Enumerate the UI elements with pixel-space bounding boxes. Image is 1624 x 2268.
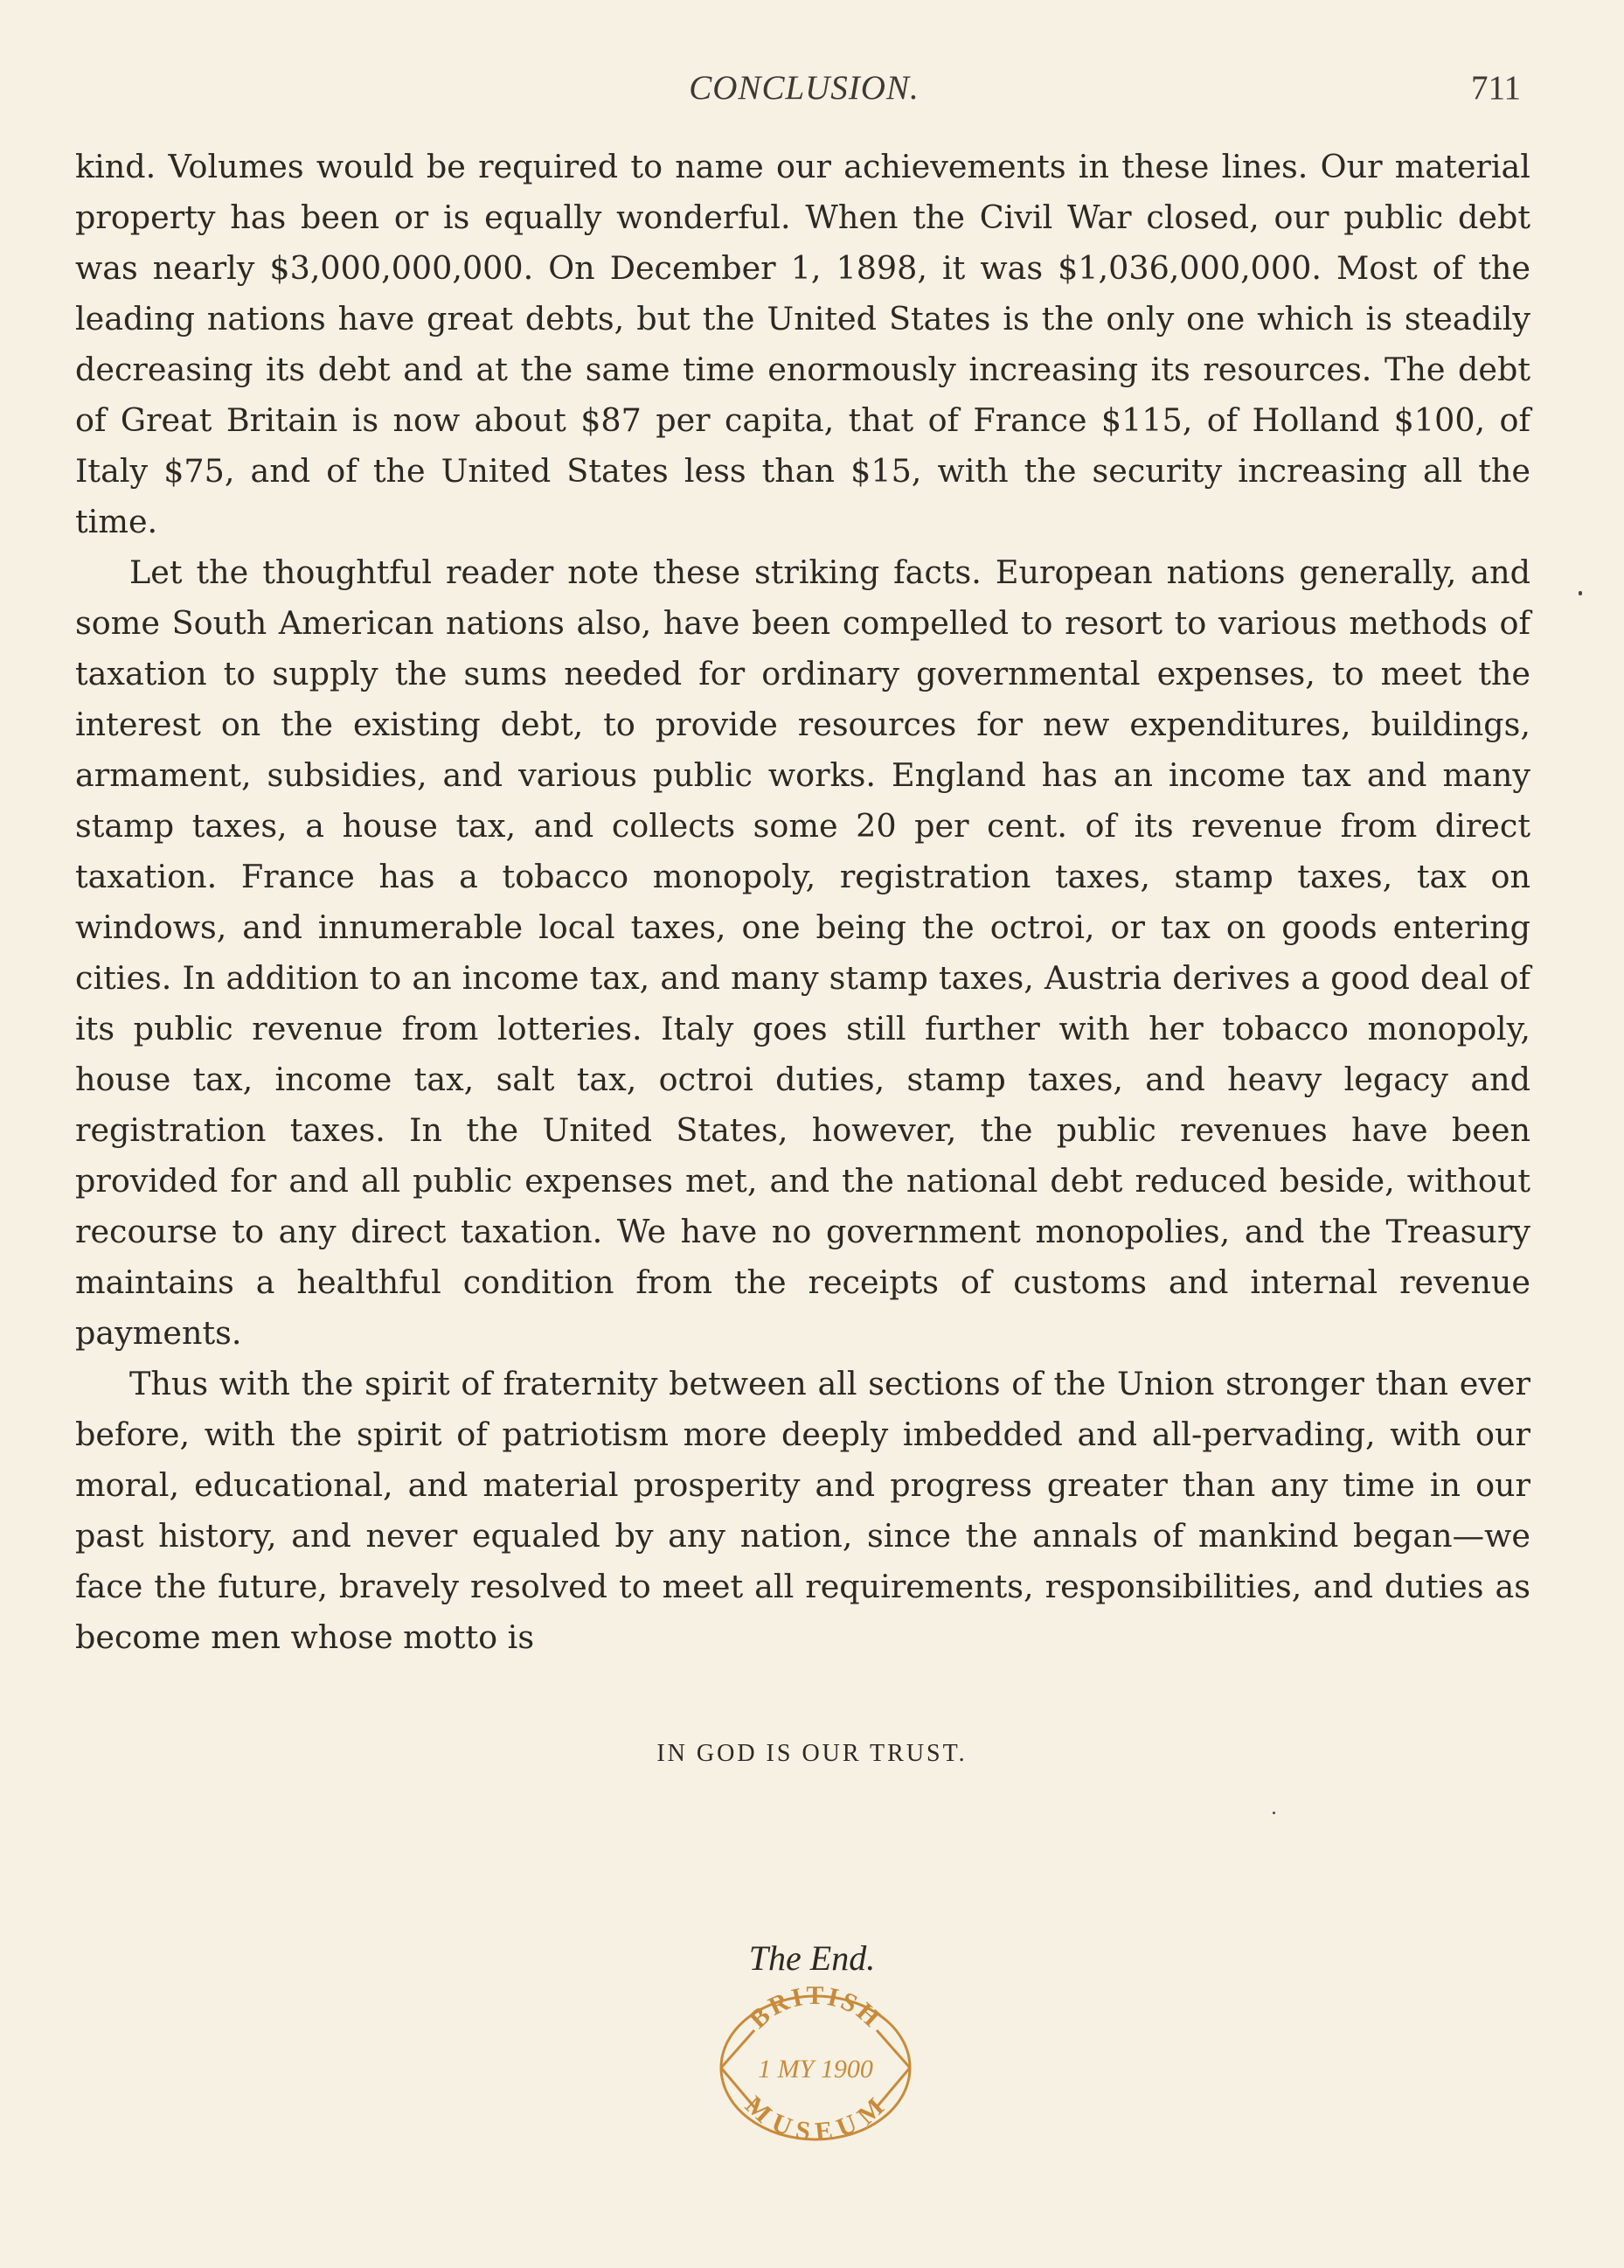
- body-text: [75, 142, 1530, 1663]
- the-end: The End.: [748, 1938, 876, 1978]
- page-number: 711: [1470, 69, 1521, 107]
- british-museum-stamp: [712, 1985, 918, 2142]
- stray-ink-mark: [1273, 1812, 1275, 1814]
- stamp-top-text: [744, 1985, 888, 2034]
- stamp-corner-line: [721, 2030, 754, 2068]
- stamp-top-text-path: BRITISH: [743, 1985, 888, 2035]
- stamp-bottom-text: [739, 2091, 892, 2142]
- stamp-date: 1 MY 1900: [758, 2055, 873, 2084]
- running-title: CONCLUSION.: [689, 69, 920, 107]
- paragraph-3: Thus with the spirit of fraternity between all sections of the Union stronger than ever before, with the spirit of patriotism more deeply imbedded and all-pervading, with our moral, educational, and material prosperity and progress greater than any time in our past history, and never equaled by any nation, since the annals of mankind began—we face the future, bravely resolved to meet all requirements, responsibilities, and duties as become men whose motto is: [75, 1365, 1530, 1656]
- stray-ink-mark: [1579, 591, 1582, 595]
- paragraph-1: kind. Volumes would be required to name our achievements in these lines. Our material property has been or is equally wonderful. When the Civil War closed, our public debt was nearly $3,000,000,000. On December 1, 1898, it was $1,036,000,000. Most of the leading nations have great debts, but the United States is the only one which is steadily decreasing its debt and at the same time enormously increasing its resources. The debt of Great Britain is now about $87 per capita, that of France $115, of Holland $100, of Italy $75, and of the United States less than $15, with the security increasing all the time.: [75, 148, 1530, 540]
- stamp-corner-line: [877, 2030, 910, 2068]
- motto: IN GOD IS OUR TRUST.: [656, 1740, 968, 1767]
- running-head: [87, 68, 1521, 112]
- stamp-bottom-text-path: MUSEUM: [739, 2091, 892, 2142]
- paragraph-2: Let the thoughtful reader note these striking facts. European nations generally, and some South American nations also, have been compelled to resort to various methods of taxation to supply the sums needed for ordinary governmental expenses, to meet the interest on the existing debt, to provide resources for new expenditures, buildings, armament, subsidies, and various public works. England has an income tax and many stamp taxes, a house tax, and collects some 20 per cent. of its revenue from direct taxation. France has a tobacco monopoly, registration taxes, stamp taxes, tax on windows, and innumerable local taxes, one being the octroi, or tax on goods entering cities. In addition to an income tax, and many stamp taxes, Austria derives a good deal of its public revenue from lotteries. Italy goes still further with her tobacco monopoly, house tax, income tax, salt tax, octroi duties, stamp taxes, and heavy legacy and registration taxes. In the United States, however, the public revenues have been provided for and all public expenses met, and the national debt reduced beside, without recourse to any direct taxation. We have no government monopolies, and the Treasury maintains a healthful condition from the receipts of customs and internal revenue payments.: [75, 553, 1530, 1352]
